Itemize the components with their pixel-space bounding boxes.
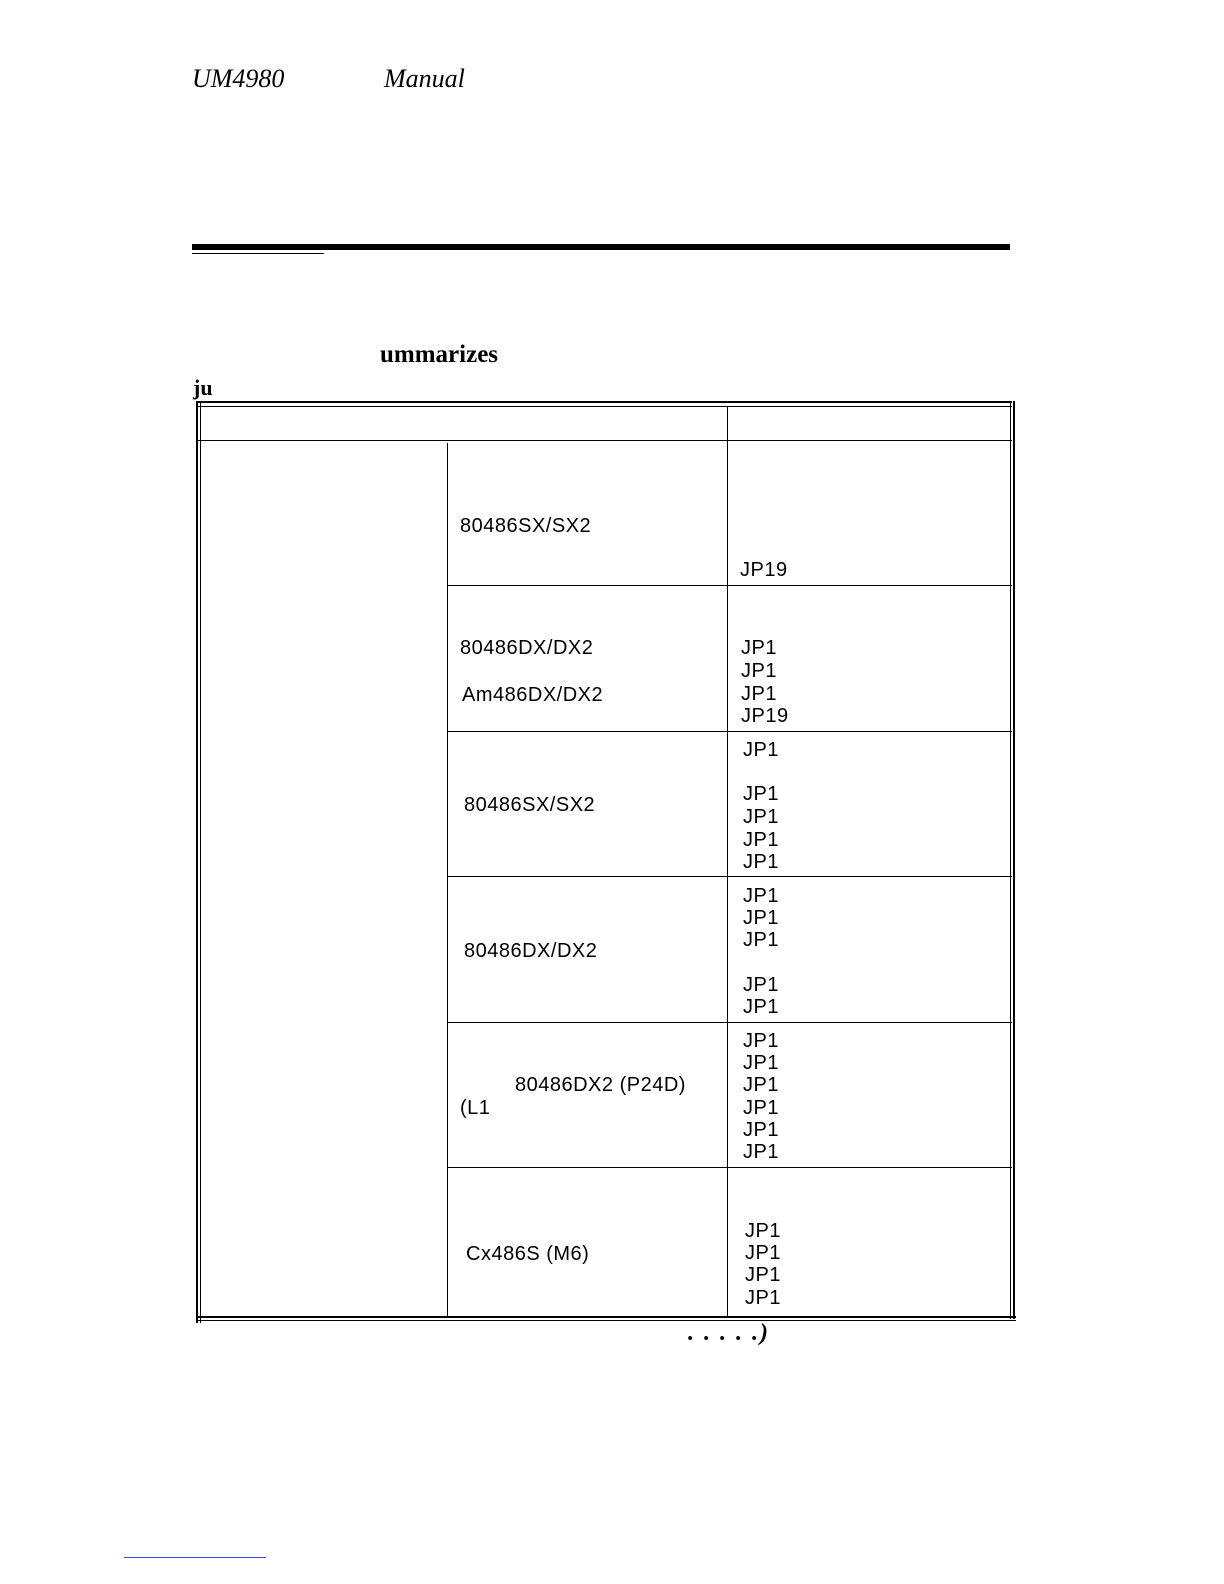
jumper-label: JP1: [743, 1030, 779, 1052]
manual-title: Manual: [384, 64, 465, 93]
jumper-label: JP1: [743, 1097, 779, 1119]
jumper-label: JP1: [745, 1287, 781, 1309]
jumper-label: JP19: [740, 559, 788, 581]
jumper-label: JP1: [743, 1074, 779, 1096]
jumper-label: JP1: [743, 739, 779, 761]
cpu-label: 80486DX/DX2: [464, 940, 598, 962]
jumper-label: JP19: [741, 705, 789, 727]
heading-subrule: [192, 253, 324, 254]
cpu-label: (L1: [460, 1097, 491, 1119]
jumper-label: JP1: [743, 829, 779, 851]
jumper-label: JP1: [743, 929, 779, 951]
jumper-label: JP1: [745, 1242, 781, 1264]
cpu-label: 80486SX/SX2: [464, 794, 596, 816]
jumper-label: JP1: [745, 1264, 781, 1286]
intro-text: ummarizes: [380, 341, 499, 368]
heading-rule: [192, 244, 1010, 250]
jumper-label: JP1: [743, 907, 779, 929]
cpu-label: 80486SX/SX2: [460, 515, 592, 537]
jumper-label: JP1: [743, 783, 779, 805]
jumper-label: JP1: [743, 851, 779, 873]
jumper-label: JP1: [745, 1220, 781, 1242]
jumper-label: JP1: [743, 1141, 779, 1163]
jumper-label: JP1: [743, 996, 779, 1018]
jumper-label: JP1: [743, 1052, 779, 1074]
cpu-label: Am486DX/DX2: [462, 684, 604, 706]
intro-text-2: ju: [193, 375, 213, 400]
jumper-label: JP1: [741, 683, 777, 705]
cpu-label: Cx486S (M6): [466, 1243, 590, 1265]
cpu-label: 80486DX/DX2: [460, 637, 594, 659]
jumper-label: JP1: [743, 974, 779, 996]
jumper-label: JP1: [743, 1119, 779, 1141]
jumper-label: JP1: [743, 885, 779, 907]
jumper-label: JP1: [741, 637, 777, 659]
cpu-label: 80486DX2 (P24D): [515, 1074, 686, 1096]
manual-model: UM4980: [192, 64, 285, 93]
footer-rule: [124, 1557, 266, 1558]
jumper-label: JP1: [743, 806, 779, 828]
jumper-label: JP1: [741, 660, 777, 682]
continued-marker: . . . . .): [688, 1320, 770, 1346]
